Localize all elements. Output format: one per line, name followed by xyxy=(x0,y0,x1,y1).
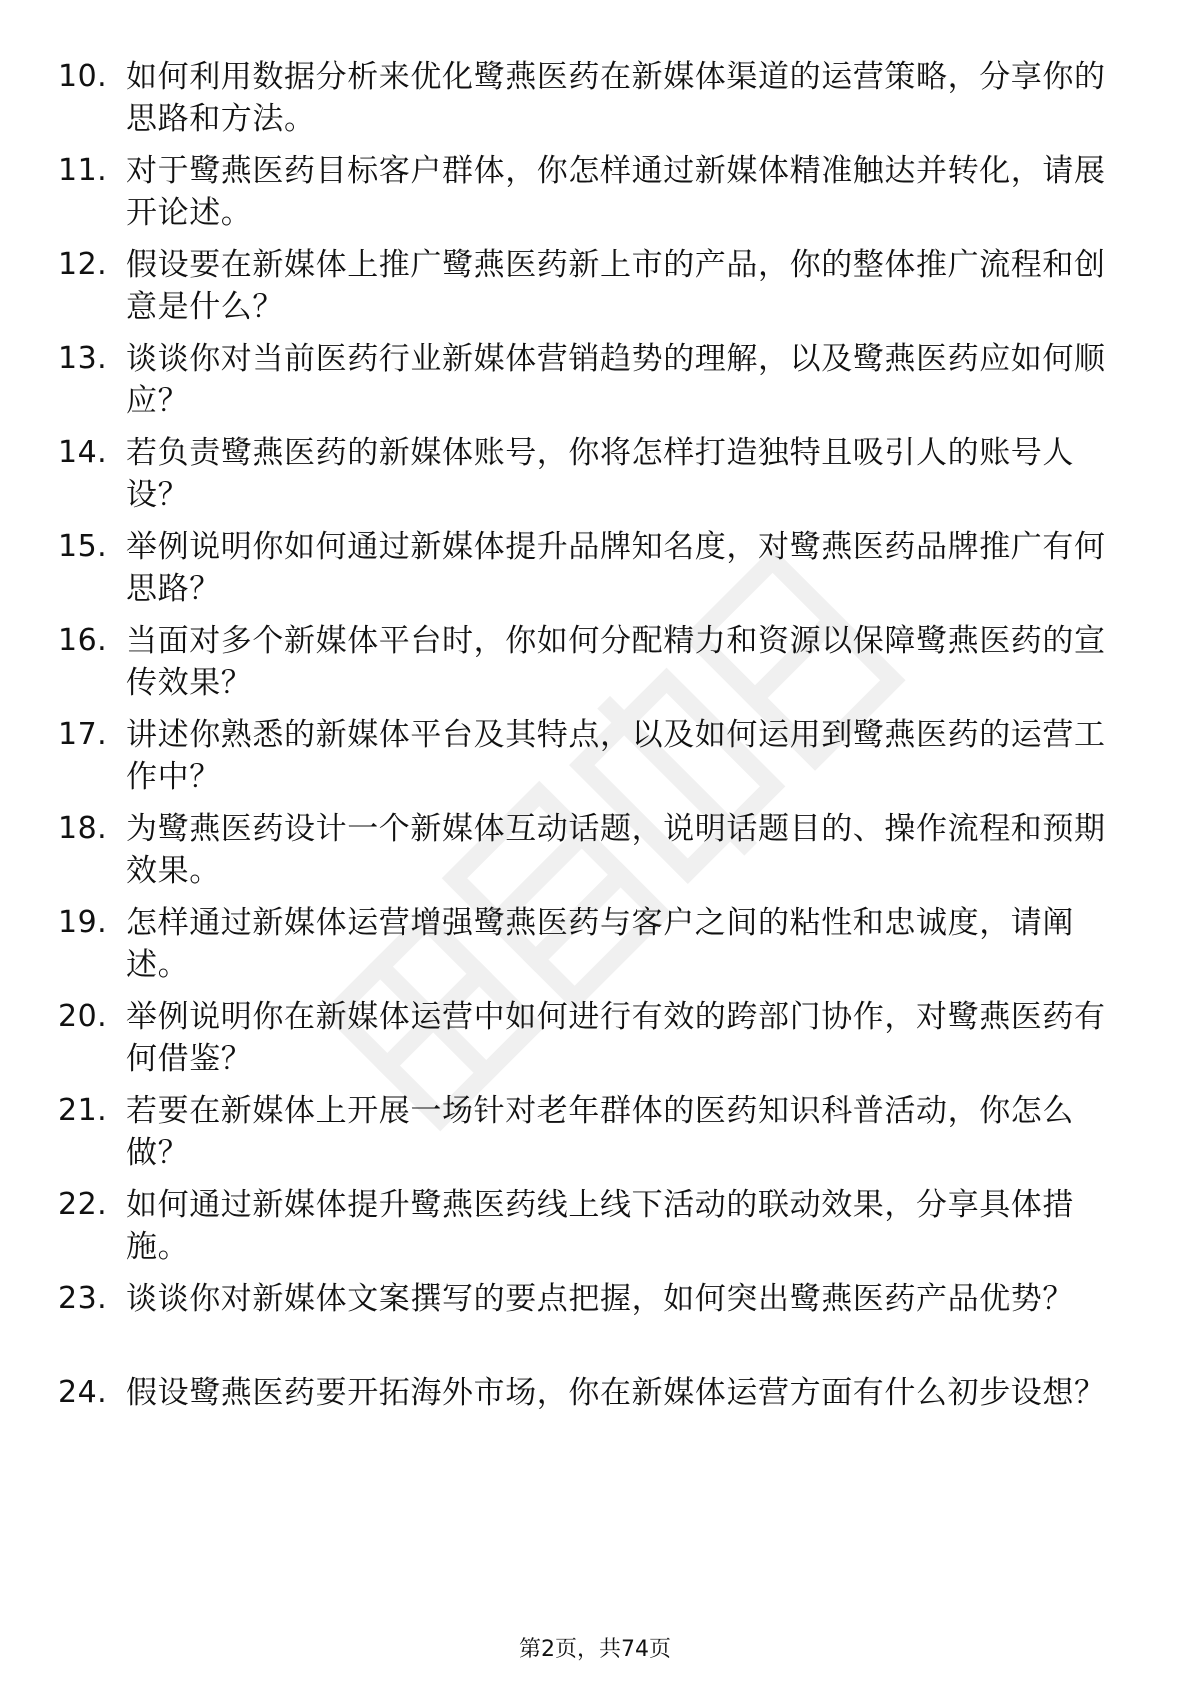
question-item xyxy=(0,56,1190,146)
question-text: 假设鹭燕医药要开拓海外市场，你在新媒体运营方面有什么初步设想？ xyxy=(126,1375,1106,1411)
question-text: 如何通过新媒体提升鹭燕医药线上线下活动的联动效果，分享具体措施。 xyxy=(126,1187,1074,1265)
question-item xyxy=(0,244,1190,334)
question-item xyxy=(0,808,1190,898)
question-text: 当面对多个新媒体平台时，你如何分配精力和资源以保障鹭燕医药的宣传效果？ xyxy=(126,623,1106,701)
question-text: 谈谈你对当前医药行业新媒体营销趋势的理解，以及鹭燕医药应如何顺应？ xyxy=(126,341,1106,419)
question-text: 若要在新媒体上开展一场针对老年群体的医药知识科普活动，你怎么做？ xyxy=(126,1093,1074,1171)
question-number: 24. xyxy=(58,1375,108,1410)
question-number: 18. xyxy=(58,811,108,846)
question-number: 22. xyxy=(58,1187,108,1222)
question-text: 讲述你熟悉的新媒体平台及其特点，以及如何运用到鹭燕医药的运营工作中？ xyxy=(126,717,1106,795)
question-text: 若负责鹭燕医药的新媒体账号，你将怎样打造独特且吸引人的账号人设？ xyxy=(126,435,1074,513)
question-text: 谈谈你对新媒体文案撰写的要点把握，如何突出鹭燕医药产品优势？ xyxy=(126,1281,1074,1317)
question-number: 10. xyxy=(58,59,108,94)
question-item xyxy=(0,338,1190,428)
question-number: 12. xyxy=(58,247,108,282)
question-item xyxy=(0,620,1190,710)
question-item xyxy=(0,150,1190,240)
question-text: 对于鹭燕医药目标客户群体，你怎样通过新媒体精准触达并转化，请展开论述。 xyxy=(126,153,1106,231)
question-number: 14. xyxy=(58,435,108,470)
question-item xyxy=(0,526,1190,616)
question-text: 为鹭燕医药设计一个新媒体互动话题，说明话题目的、操作流程和预期效果。 xyxy=(126,811,1106,889)
question-text: 举例说明你在新媒体运营中如何进行有效的跨部门协作，对鹭燕医药有何借鉴？ xyxy=(126,999,1106,1077)
question-number: 23. xyxy=(58,1281,108,1316)
question-text: 怎样通过新媒体运营增强鹭燕医药与客户之间的粘性和忠诚度，请阐述。 xyxy=(126,905,1074,983)
question-number: 19. xyxy=(58,905,108,940)
question-number: 13. xyxy=(58,341,108,376)
question-item xyxy=(0,432,1190,522)
question-item xyxy=(0,1090,1190,1180)
question-item xyxy=(0,1372,1190,1462)
page-footer: 第2页，共74页 xyxy=(519,1637,671,1662)
question-item xyxy=(0,714,1190,804)
question-number: 16. xyxy=(58,623,108,658)
question-number: 11. xyxy=(58,153,108,188)
question-item xyxy=(0,996,1190,1086)
question-item xyxy=(0,1278,1190,1368)
question-number: 20. xyxy=(58,999,108,1034)
question-number: 21. xyxy=(58,1093,108,1128)
question-item xyxy=(0,902,1190,992)
question-text: 假设要在新媒体上推广鹭燕医药新上市的产品，你的整体推广流程和创意是什么？ xyxy=(126,247,1106,325)
question-text: 如何利用数据分析来优化鹭燕医药在新媒体渠道的运营策略，分享你的思路和方法。 xyxy=(126,59,1106,137)
question-text: 举例说明你如何通过新媒体提升品牌知名度，对鹭燕医药品牌推广有何思路？ xyxy=(126,529,1106,607)
question-number: 15. xyxy=(58,529,108,564)
question-number: 17. xyxy=(58,717,108,752)
question-item xyxy=(0,1184,1190,1274)
